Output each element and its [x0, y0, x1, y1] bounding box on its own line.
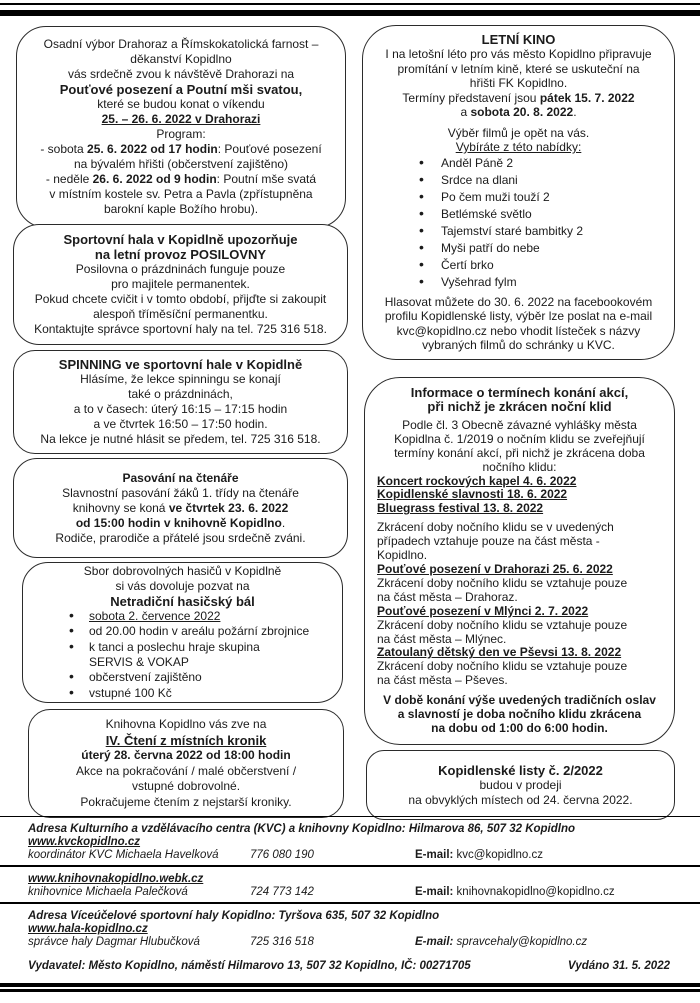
- text-run: v místním kostele sv. Petra a Pavla (zpřístupněna: [49, 187, 313, 201]
- text-line: [371, 324, 666, 339]
- text-line: [373, 694, 666, 708]
- kvc-phone: 776 080 190: [250, 849, 314, 861]
- text-line: [373, 488, 666, 502]
- text-run: kvc@kopidlno.cz nebo vhodit lísteček s názvy: [396, 323, 641, 338]
- bottom-rule-thick: [0, 983, 700, 987]
- text-line: [37, 764, 335, 780]
- text-line: [37, 717, 335, 733]
- text-line: [373, 619, 666, 633]
- box-poutove-posezeni: [16, 26, 346, 228]
- text-line: [373, 633, 666, 647]
- text-run: Čertí brko: [441, 257, 494, 272]
- text-line: [371, 105, 666, 120]
- text-run: Po čem muži touží 2: [441, 189, 550, 204]
- text-run: Kopidlenské listy č. 2/2022: [438, 762, 603, 778]
- text-run: si vás dovoluje pozvat na: [115, 578, 250, 593]
- text-line: [22, 516, 339, 531]
- text-run: při nichž je zkrácen noční klid: [427, 399, 612, 415]
- text-run: Kopidlenské slavnosti 18. 6. 2022: [377, 487, 568, 502]
- text-line: [371, 206, 666, 223]
- text-line: [373, 674, 666, 688]
- text-line: [371, 91, 666, 106]
- email-label: E-mail:: [415, 936, 454, 948]
- publisher-text: Vydavatel: Město Kopidlno, náměstí Hilmarovo 13, 507 32 Kopidlno, IČ: 00271705: [28, 960, 471, 972]
- text-run: Pasování na čtenáře: [122, 470, 239, 485]
- text-line: [22, 292, 339, 307]
- text-line: [371, 172, 666, 189]
- text-line: [373, 521, 666, 535]
- text-run: vás srdečně zvou k návštěvě Drahorazi na: [67, 67, 295, 81]
- box-kopidlenske-listy: [366, 750, 675, 820]
- text-line: [22, 372, 339, 387]
- footer: [0, 816, 700, 973]
- text-run: Pokud chcete cvičit i v tomto období, přijďte si zakoupit: [34, 292, 327, 306]
- text-run: barokní kaple Božího hrobu).: [103, 202, 259, 216]
- text-line: [373, 646, 666, 660]
- text-line: [37, 779, 335, 795]
- text-run: Zkrácení doby nočního klidu se vztahuje pouze: [377, 617, 628, 632]
- text-run: Sbor dobrovolných hasičů v Kopidlně: [83, 563, 282, 578]
- text-line: [371, 240, 666, 257]
- text-run: Slavnostní pasování žáků 1. třídy na čtenáře: [62, 485, 299, 500]
- text-run: které se budou konat o víkendu: [97, 97, 265, 111]
- text-run: Betlémské světlo: [441, 206, 532, 221]
- text-line: [22, 262, 339, 277]
- footer-divider: [0, 816, 700, 817]
- text-run: Anděl Páně 2: [441, 155, 514, 170]
- text-line: [25, 172, 337, 187]
- text-run: Netradiční hasičský bál: [110, 593, 255, 609]
- text-run: vstupné 100 Kč: [89, 685, 172, 700]
- text-run: LETNÍ KINO: [481, 31, 556, 47]
- text-run: pro majitele permanentek.: [111, 277, 250, 291]
- text-line: [373, 722, 666, 736]
- text-line: [373, 502, 666, 516]
- text-line: [371, 76, 666, 91]
- text-line: [373, 591, 666, 605]
- text-run: SPINNING ve sportovní hale v Kopidlně: [58, 357, 303, 372]
- text-run: sobota 2. července 2022: [89, 608, 221, 623]
- text-line: [373, 708, 666, 722]
- text-line: [22, 402, 339, 417]
- top-rule-thin: [0, 3, 700, 5]
- text-line: [22, 307, 339, 322]
- text-run: 26. 6. 2022 od 9 hodin: [92, 172, 217, 186]
- text-line: [371, 189, 666, 206]
- text-line: [373, 549, 666, 563]
- library-phone: 724 773 142: [250, 886, 314, 898]
- text-line: [31, 686, 334, 702]
- text-line: [31, 609, 334, 625]
- library-url: www.knihovnakopidlno.webk.cz: [28, 873, 204, 885]
- text-run: Pouťové posezení v Drahorazi 25. 6. 2022: [377, 562, 613, 576]
- text-run: na část města – Drahoraz.: [377, 589, 518, 604]
- text-run: Zatoulaný dětský den ve Pševsi 13. 8. 2022: [377, 645, 622, 660]
- text-run: Vybíráte z této nabídky:: [455, 140, 582, 154]
- text-run: IV. Čtení z místních kronik: [105, 732, 267, 748]
- text-line: [25, 187, 337, 202]
- box-nocni-klid: [364, 377, 675, 745]
- text-line: [373, 660, 666, 674]
- text-line: [373, 447, 666, 461]
- text-line: [22, 232, 339, 247]
- text-line: [25, 82, 337, 97]
- text-run: Zkrácení doby nočního klidu se vztahuje pouze: [377, 575, 628, 590]
- hall-email-value: spravcehaly@kopidlno.cz: [456, 936, 588, 948]
- text-line: [371, 47, 666, 62]
- text-line: [25, 127, 337, 142]
- text-run: 25. 6. 2022 od 17 hodin: [87, 142, 218, 156]
- kvc-url: www.kvckopidlno.cz: [28, 836, 141, 848]
- text-run: a to v časech: úterý 16:15 – 17:15 hodin: [73, 402, 288, 416]
- kvc-address: Adresa Kulturního a vzdělávacího centra (KVC) a knihovny Kopidlno: Hilmarova 86, 507 32 Kopidlno: [28, 823, 576, 835]
- text-line: [22, 322, 339, 337]
- text-line: [25, 157, 337, 172]
- text-run: na část města – Mlýnec.: [377, 631, 507, 646]
- box-spinning: [13, 350, 348, 454]
- text-line: [371, 140, 666, 155]
- text-run: Výběr filmů je opět na vás.: [447, 125, 590, 140]
- text-line: [375, 793, 666, 808]
- text-line: [373, 433, 666, 447]
- text-run: Zkrácení doby nočního klidu se v uvedených: [377, 520, 614, 535]
- text-run: a: [460, 105, 471, 119]
- text-run: na letní provoz POSILOVNY: [94, 247, 267, 262]
- text-run: Kopidlno.: [377, 548, 428, 563]
- text-line: [371, 223, 666, 240]
- hall-address: Adresa Víceúčelové sportovní haly Kopidlno: Tyršova 635, 507 32 Kopidlno: [28, 910, 440, 922]
- text-run: Akce na pokračování / malé občerstvení /: [75, 763, 297, 778]
- text-line: [371, 126, 666, 141]
- text-run: hřišti FK Kopidlno.: [469, 76, 568, 90]
- text-run: .: [281, 515, 286, 530]
- text-line: [22, 501, 339, 516]
- text-line: [373, 386, 666, 400]
- text-run: 25. – 26. 6. 2022 v Drahorazi: [101, 112, 261, 126]
- text-run: ve čtvrtek 23. 6. 2022: [168, 500, 289, 515]
- text-run: na bývalém hřišti (občerstvení zajištěno): [73, 157, 289, 171]
- text-run: V době konání výše uvedených tradičních oslav: [383, 693, 656, 708]
- box-cteni-z-kronik: [28, 709, 344, 818]
- text-line: [25, 37, 337, 52]
- text-line: [375, 778, 666, 793]
- text-line: [31, 670, 334, 686]
- published-date: Vydáno 31. 5. 2022: [567, 960, 670, 972]
- text-run: také o prázdninách,: [128, 387, 233, 401]
- text-run: : Pouťové posezení: [217, 142, 322, 156]
- box-hasicsky-bal: [22, 562, 343, 703]
- text-run: Srdce na dlani: [441, 172, 518, 187]
- text-run: Pokračujeme čtením z nejstarší kroniky.: [80, 794, 292, 809]
- text-line: [373, 605, 666, 619]
- text-run: Kopidlna č. 1/2019 o nočním klidu se zveřejňují: [394, 431, 645, 446]
- hall-url: www.hala-kopidlno.cz: [28, 923, 148, 935]
- library-email-value: knihovnakopidlno@kopidlno.cz: [456, 886, 615, 898]
- text-line: [375, 763, 666, 778]
- text-line: [371, 295, 666, 310]
- text-line: [37, 748, 335, 764]
- text-run: Kontaktujte správce sportovní haly na tel. 725 316 518.: [34, 322, 327, 336]
- email-label: E-mail:: [415, 886, 454, 898]
- text-run: vstupné dobrovolné.: [131, 779, 241, 793]
- text-line: [373, 461, 666, 475]
- top-rule-thick: [0, 10, 700, 16]
- text-line: [25, 112, 337, 127]
- text-run: Knihovna Kopidlno vás zve na: [105, 717, 267, 731]
- text-run: Hlásíme, že lekce spinningu se konají: [80, 372, 281, 386]
- text-run: Termíny představení jsou: [402, 90, 540, 105]
- text-run: Program:: [156, 127, 206, 141]
- hall-contact-row: [28, 936, 670, 949]
- text-run: případech vztahuje pouze na část města -: [377, 534, 600, 549]
- text-run: od 20.00 hodin v areálu požární zbrojnice: [89, 624, 310, 639]
- text-run: občerstvení zajištěno: [89, 670, 202, 685]
- footer-divider: [0, 865, 700, 867]
- text-run: nočního klidu:: [482, 459, 557, 474]
- text-run: SERVIS & VOKAP: [89, 655, 189, 670]
- text-run: a ve čtvrtek 16:50 – 17:50 hodin.: [93, 417, 268, 431]
- text-run: Posilovna o prázdninách funguje pouze: [75, 262, 286, 276]
- text-line: [373, 475, 666, 489]
- text-line: [25, 202, 337, 217]
- text-run: Rodiče, prarodiče a přátelé jsou srdečně zváni.: [55, 530, 306, 545]
- text-line: [373, 400, 666, 414]
- footer-divider: [0, 902, 700, 904]
- text-line: [31, 579, 334, 594]
- library-contact-name: knihovnice Michaela Palečková: [28, 886, 188, 898]
- text-line: [371, 257, 666, 274]
- text-line: [31, 624, 334, 640]
- text-line: [371, 33, 666, 48]
- email-label: E-mail:: [415, 849, 454, 861]
- text-run: Osadní výbor Drahoraz a Římskokatolická farnost –: [43, 37, 319, 51]
- text-run: na dobu od 1:00 do 6:00 hodin.: [431, 720, 608, 735]
- text-line: [371, 274, 666, 291]
- text-run: vybraných filmů do schránky u KVC.: [422, 338, 615, 352]
- text-run: Myši patří do nebe: [441, 240, 540, 255]
- text-line: [31, 564, 334, 579]
- text-run: Podle čl. 3 Obecně závazné vyhlášky města: [402, 417, 637, 432]
- text-line: [371, 62, 666, 77]
- text-run: Na lekce je nutné hlásit se předem, tel. 725 316 518.: [40, 432, 321, 446]
- text-line: [31, 640, 334, 656]
- hall-contact-name: správce haly Dagmar Hlubučková: [28, 936, 200, 948]
- text-line: [25, 67, 337, 82]
- text-run: knihovny se koná: [72, 500, 169, 515]
- text-run: - sobota: [40, 142, 88, 156]
- text-line: [31, 655, 334, 670]
- kvc-email: [415, 849, 543, 862]
- text-line: [25, 52, 337, 67]
- text-run: úterý 28. června 2022 od 18:00 hodin: [81, 748, 291, 762]
- text-run: děkanství Kopidlno: [130, 52, 232, 66]
- text-line: [371, 155, 666, 172]
- text-run: Vyšehrad fylm: [441, 274, 517, 289]
- library-email: [415, 886, 615, 899]
- text-run: : Poutní mše svatá: [216, 172, 317, 186]
- text-line: [25, 97, 337, 112]
- text-run: na část města – Pševes.: [377, 673, 508, 688]
- text-line: [22, 247, 339, 262]
- text-line: [373, 535, 666, 549]
- text-run: Zkrácení doby nočního klidu se vztahuje pouze: [377, 659, 628, 674]
- text-line: [371, 338, 666, 353]
- text-run: a slavností je doba nočního klidu zkrácena: [397, 707, 642, 722]
- text-line: [25, 142, 337, 157]
- text-line: [22, 357, 339, 372]
- text-line: [371, 309, 666, 324]
- text-line: [37, 795, 335, 811]
- publisher-row: [28, 960, 670, 973]
- text-run: sobota 20. 8. 2022: [470, 105, 574, 119]
- text-run: - neděle: [45, 172, 93, 186]
- text-run: Pouťové posezení v Mlýnci 2. 7. 2022: [377, 603, 589, 618]
- text-line: [22, 486, 339, 501]
- kvc-contact-row: [28, 849, 670, 862]
- box-pasovani-na-ctenare: [13, 458, 348, 558]
- text-run: Pouťové posezení a Poutní mši svatou,: [59, 82, 303, 97]
- text-line: [373, 563, 666, 577]
- text-line: [22, 531, 339, 546]
- text-run: alespoň tříměsíční permanentku.: [93, 307, 268, 321]
- text-run: I na letošní léto pro vás město Kopidlno připravuje: [385, 47, 652, 61]
- text-run: Sportovní hala v Kopidlně upozorňuje: [63, 232, 298, 247]
- text-line: [22, 432, 339, 447]
- hall-phone: 725 316 518: [250, 936, 314, 948]
- library-contact-row: [28, 886, 670, 899]
- text-line: [22, 471, 339, 486]
- text-run: budou v prodeji: [479, 777, 562, 792]
- text-line: [22, 387, 339, 402]
- text-run: Informace o termínech konání akcí,: [410, 385, 629, 401]
- text-run: k tanci a poslechu hraje skupina: [89, 639, 260, 654]
- text-run: promítání v letním kině, které se uskuteční na: [397, 61, 640, 76]
- text-line: [22, 417, 339, 432]
- bottom-rule-thin: [0, 989, 700, 992]
- text-run: profilu Kopidlenské listy, výběr lze poslat na e-mail: [384, 309, 653, 323]
- text-run: na obvyklých místech od 24. června 2022.: [408, 792, 633, 807]
- text-line: [31, 594, 334, 609]
- text-line: [373, 577, 666, 591]
- text-run: Hlasovat můžete do 30. 6. 2022 na facebookovém: [384, 294, 653, 309]
- text-run: termíny konání akcí, při nichž je zkrácena doba: [394, 445, 645, 460]
- kvc-contact-name: koordinátor KVC Michaela Havelková: [28, 849, 219, 861]
- text-run: .: [573, 105, 577, 119]
- text-line: [373, 419, 666, 433]
- box-posilovna: [13, 224, 348, 345]
- text-run: Bluegrass festival 13. 8. 2022: [377, 501, 544, 516]
- text-run: Tajemství staré bambitky 2: [441, 223, 584, 238]
- text-run: od 15:00 hodin v knihovně Kopidlno: [75, 515, 282, 530]
- kvc-email-value: kvc@kopidlno.cz: [456, 849, 544, 861]
- hall-email: [415, 936, 587, 949]
- text-run: Koncert rockových kapel 4. 6. 2022: [377, 473, 577, 488]
- text-line: [22, 277, 339, 292]
- text-line: [37, 733, 335, 749]
- box-letni-kino: [362, 25, 675, 360]
- text-run: pátek 15. 7. 2022: [539, 90, 635, 105]
